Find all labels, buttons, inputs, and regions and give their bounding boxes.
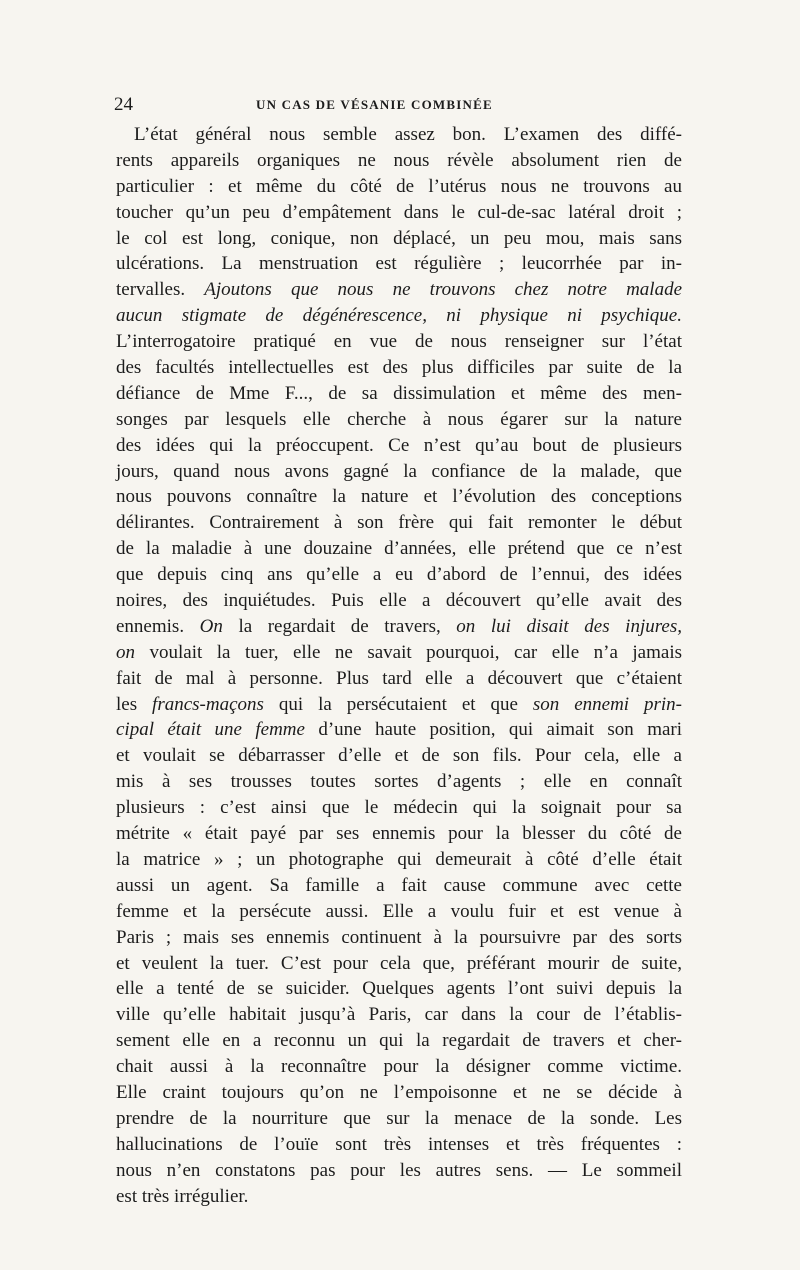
text-line	[116, 743, 682, 769]
text-line	[116, 769, 682, 795]
text-segment: chait aussi à la reconnaître pour la désigner comme victime.	[116, 1056, 682, 1078]
text-segment: qui la persécutaient et que	[263, 693, 533, 715]
text-segment: délirantes. Contrairement à son frère qui fait remonter le début	[116, 512, 682, 534]
text-line	[116, 614, 682, 640]
text-segment: femme et la persécute aussi. Elle a voulu fuir et est venue à	[116, 900, 682, 922]
text-line	[116, 174, 682, 200]
text-line	[116, 717, 682, 743]
text-line	[116, 303, 682, 329]
text-line	[116, 925, 682, 951]
body-text	[116, 122, 682, 1209]
text-line	[116, 1028, 682, 1054]
text-line	[116, 795, 682, 821]
text-segment: d’une haute position, qui aimait son mari	[304, 719, 683, 741]
text-segment: ennemis.	[116, 615, 200, 637]
text-line	[116, 1054, 682, 1080]
text-line	[116, 899, 682, 925]
text-segment: et voulait se débarrasser d’elle et de son fils. Pour cela, elle a	[116, 745, 682, 767]
text-line	[116, 122, 682, 148]
italic-text: son ennemi prin-	[532, 693, 683, 715]
text-line	[116, 951, 682, 977]
text-line	[116, 588, 682, 614]
text-line	[116, 847, 682, 873]
text-line	[116, 821, 682, 847]
text-line	[116, 666, 682, 692]
italic-text: francs-maçons	[152, 693, 264, 715]
text-line	[116, 200, 682, 226]
text-segment: ville qu’elle habitait jusqu’à Paris, car dans la cour de l’établis-	[116, 1004, 682, 1026]
text-line	[116, 484, 682, 510]
text-line	[116, 226, 682, 252]
text-segment: Elle craint toujours qu’on ne l’empoisonne et ne se décide à	[116, 1081, 682, 1103]
running-head: UN CAS DE VÉSANIE COMBINÉE	[256, 97, 493, 112]
italic-text: On	[199, 615, 223, 637]
text-segment: est très irrégulier.	[116, 1185, 249, 1207]
text-segment: la regardait de travers,	[222, 615, 457, 637]
text-line	[116, 1132, 682, 1158]
text-line	[116, 459, 682, 485]
italic-text: on	[116, 641, 135, 663]
text-segment: Paris ; mais ses ennemis continuent à la poursuivre par des sorts	[116, 926, 682, 948]
text-segment: tervalles.	[116, 279, 205, 301]
text-segment: noires, des inquiétudes. Puis elle a découvert qu’elle avait des	[116, 590, 682, 612]
text-segment: hallucinations de l’ouïe sont très intenses et très fréquentes :	[116, 1133, 682, 1155]
text-line	[116, 1158, 682, 1184]
text-line	[116, 148, 682, 174]
text-segment: les	[116, 693, 153, 715]
text-segment: toucher qu’un peu d’empâtement dans le cul-de-sac latéral droit ;	[116, 201, 682, 223]
text-line	[116, 1184, 682, 1210]
text-line	[116, 510, 682, 536]
text-line	[116, 251, 682, 277]
text-segment: et veulent la tuer. C’est pour cela que, préférant mourir de suite,	[116, 952, 682, 974]
text-segment: voulait la tuer, elle ne savait pourquoi, car elle n’a jamais	[135, 641, 682, 663]
text-line	[116, 277, 682, 303]
text-segment: jours, quand nous avons gagné la confiance de la malade, que	[116, 460, 682, 482]
italic-text: aucun stigmate de dégénérescence, ni physique ni psychique.	[116, 305, 682, 327]
text-segment: elle a tenté de se suicider. Quelques agents l’ont suivi depuis la	[116, 978, 682, 1000]
text-line	[116, 692, 682, 718]
text-line	[116, 1106, 682, 1132]
text-line	[116, 1002, 682, 1028]
text-segment: L’interrogatoire pratiqué en vue de nous renseigner sur l’état	[116, 331, 682, 353]
text-segment: de la maladie à une douzaine d’années, elle prétend que ce n’est	[116, 538, 682, 560]
text-line	[116, 1080, 682, 1106]
text-segment: le col est long, conique, non déplacé, un peu mou, mais sans	[116, 227, 682, 249]
page-number: 24	[114, 94, 133, 115]
text-segment: mis à ses trousses toutes sortes d’agents ; elle en connaît	[116, 771, 682, 793]
italic-text: cipal était une femme	[116, 719, 305, 741]
text-segment: nous pouvons connaître la nature et l’évolution des conceptions	[116, 486, 682, 508]
text-line	[116, 355, 682, 381]
text-segment: métrite « était payé par ses ennemis pour la blesser du côté de	[116, 823, 682, 845]
text-segment: particulier : et même du côté de l’utérus nous ne trouvons au	[116, 175, 682, 197]
text-segment: des facultés intellectuelles est des plus difficiles par suite de la	[116, 357, 682, 379]
text-line	[116, 407, 682, 433]
text-segment: prendre de la nourriture que sur la menace de la sonde. Les	[116, 1107, 682, 1129]
text-segment: nous n’en constatons pas pour les autres sens. — Le sommeil	[116, 1159, 682, 1181]
text-line	[116, 433, 682, 459]
text-segment: la matrice » ; un photographe qui demeurait à côté d’elle était	[116, 848, 682, 870]
text-line	[116, 562, 682, 588]
text-line	[116, 329, 682, 355]
text-segment: plusieurs : c’est ainsi que le médecin qui la soignait pour sa	[116, 797, 682, 819]
italic-text: Ajoutons que nous ne trouvons chez notre malade	[204, 279, 682, 301]
text-line	[116, 381, 682, 407]
text-segment: que depuis cinq ans qu’elle a eu d’abord de l’ennui, des idées	[116, 564, 682, 586]
text-line	[116, 873, 682, 899]
text-segment: ulcérations. La menstruation est régulière ; leucorrhée par in-	[116, 253, 682, 275]
page-header	[114, 94, 680, 116]
text-segment: rents appareils organiques ne nous révèle absolument rien de	[116, 149, 682, 171]
text-segment: L’état général nous semble assez bon. L’examen des diffé-	[134, 124, 682, 145]
text-segment: fait de mal à personne. Plus tard elle a découvert que c’étaient	[116, 667, 682, 689]
text-line	[116, 976, 682, 1002]
text-segment: des idées qui la préoccupent. Ce n’est qu’au bout de plusieurs	[116, 434, 682, 456]
italic-text: on lui disait des injures,	[456, 615, 682, 637]
text-segment: défiance de Mme F..., de sa dissimulation et même des men-	[116, 382, 682, 404]
text-line	[116, 640, 682, 666]
text-segment: aussi un agent. Sa famille a fait cause commune avec cette	[116, 874, 682, 896]
text-segment: sement elle en a reconnu un qui la regardait de travers et cher-	[116, 1030, 682, 1052]
text-segment: songes par lesquels elle cherche à nous égarer sur la nature	[116, 408, 682, 430]
text-line	[116, 536, 682, 562]
